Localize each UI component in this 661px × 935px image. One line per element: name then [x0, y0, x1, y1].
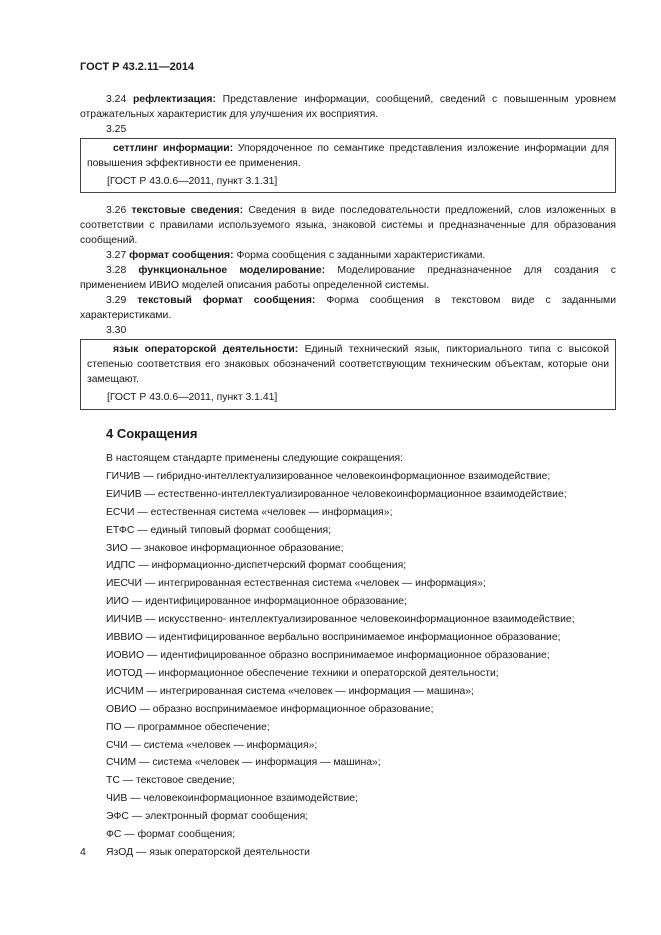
abbreviation-item: ИВВИО — идентифицированное вербально воспринимаемое информационное образование; [106, 632, 561, 644]
abbreviation-item: ПО — программное обеспечение; [106, 721, 270, 733]
term-number: 3.26 [106, 205, 127, 216]
abbreviation-item: ОВИО — образно воспринимаемое информационное образование; [106, 703, 434, 715]
term-3-26 [80, 203, 616, 248]
term-definition: Форма сообщения с заданными характеристиками. [236, 250, 486, 261]
abbreviation-item: ИСЧИМ — интегрированная система «человек — информация — машина»; [106, 685, 474, 697]
abbreviation-item: ГИЧИВ — гибридно-интеллектуализированное человекоинформационное взаимодействие; [106, 470, 551, 482]
abbreviation-list [80, 468, 616, 862]
term-3-28 [80, 263, 616, 293]
term-definition: Моделирование предназначенное для создания с применением ИВИО моделей описания работы определенной системы. [80, 265, 616, 291]
term-definition: Упорядоченное по семантике представления изложение информации для повышения эффективности ее применения. [87, 143, 609, 169]
box2-number: 3.30 [106, 325, 127, 336]
term-name: язык операторской деятельности: [113, 344, 299, 355]
term-box-3-25 [80, 138, 616, 193]
abbreviation-item: ИОТОД — информационное обеспечение техники и операторской деятельности; [106, 667, 499, 679]
term-definition: Единый технический язык, пикториального типа с высокой степенью соответствия его знаковых обозначений соответствующим техническим объектам, которые они замещают. [87, 344, 610, 385]
abbreviation-item: ЕСЧИ — естественная система «человек — информация»; [106, 506, 393, 518]
term-name: формат сообщения: [129, 250, 234, 261]
page-number: 4 [80, 846, 86, 858]
term-number: 3.27 [106, 250, 127, 261]
term-definition: Сведения в виде последовательности предложений, слов изложенных в соответствии с правилами используемого языка, знаковой системы и предназначенные для образования сообщений. [80, 205, 616, 246]
abbreviation-item: ЯзОД — язык операторской деятельности [106, 846, 310, 858]
abbreviation-item: ЕИЧИВ — естественно-интеллектуализированное человекоинформационное взаимодействие; [106, 488, 567, 500]
term-3-29 [80, 293, 616, 323]
abbreviation-item: ТС — текстовое сведение; [106, 775, 235, 787]
term-name: рефлектизация: [132, 94, 216, 105]
page-content [80, 92, 616, 862]
term-number: 3.29 [106, 295, 127, 306]
term-3-25 [87, 141, 609, 171]
section-title: 4 Сокращения [106, 426, 198, 441]
abbreviation-item: ЧИВ — человекоинформационное взаимодействие; [106, 793, 358, 805]
abbreviation-item: СЧИ — система «человек — информация»; [106, 739, 318, 751]
term-name: сеттлинг информации: [113, 143, 234, 154]
abbreviation-item: ИОВИО — идентифицированное образно воспринимаемое информационное образование; [106, 649, 550, 661]
abbreviation-item: ФС — формат сообщения; [106, 829, 236, 841]
abbreviation-item: ИИЧИВ — искусственно- интеллектуализированное человекоинформационное взаимодействие; [106, 614, 575, 626]
term-definition: Представление информации, сообщений, сведений с повышенным уровнем отражательных характеристик для улучшения их восприятия. [80, 94, 616, 120]
source-reference: [ГОСТ Р 43.0.6—2011, пункт 3.1.31] [107, 176, 278, 187]
abbreviation-item: ИДПС — информационно-диспетчерский формат сообщения; [106, 560, 407, 572]
abbreviation-item: ИИО — идентифицированное информационное образование; [106, 596, 407, 608]
document-header: ГОСТ Р 43.2.11—2014 [80, 61, 195, 73]
term-name: функциональное моделирование: [138, 265, 326, 276]
abbreviation-item: ЭФС — электронный формат сообщения; [106, 811, 309, 823]
abbreviation-item: СЧИМ — система «человек — информация — машина»; [106, 757, 381, 769]
term-3-30 [87, 342, 609, 387]
term-definition: Форма сообщения в текстовом виде с заданными характеристиками. [80, 295, 617, 321]
box1-number: 3.25 [106, 124, 127, 135]
abbreviation-item: ЗИО — знаковое информационное образование; [106, 542, 344, 554]
term-3-24 [80, 92, 616, 122]
term-number: 3.28 [106, 265, 127, 276]
source-reference: [ГОСТ Р 43.0.6—2011, пункт 3.1.41] [107, 392, 278, 403]
abbreviation-item: ЕТФС — единый типовый формат сообщения; [106, 524, 331, 536]
term-box-3-30 [80, 339, 616, 410]
term-name: текстовые сведения: [131, 205, 244, 216]
section-intro: В настоящем стандарте применены следующие сокращения: [106, 453, 403, 464]
term-3-27 [80, 248, 616, 263]
term-name: текстовый формат сообщения: [137, 295, 316, 306]
term-number: 3.24 [106, 94, 127, 105]
abbreviation-item: ИЕСЧИ — интегрированная естественная система «человек — информация»; [106, 578, 486, 590]
